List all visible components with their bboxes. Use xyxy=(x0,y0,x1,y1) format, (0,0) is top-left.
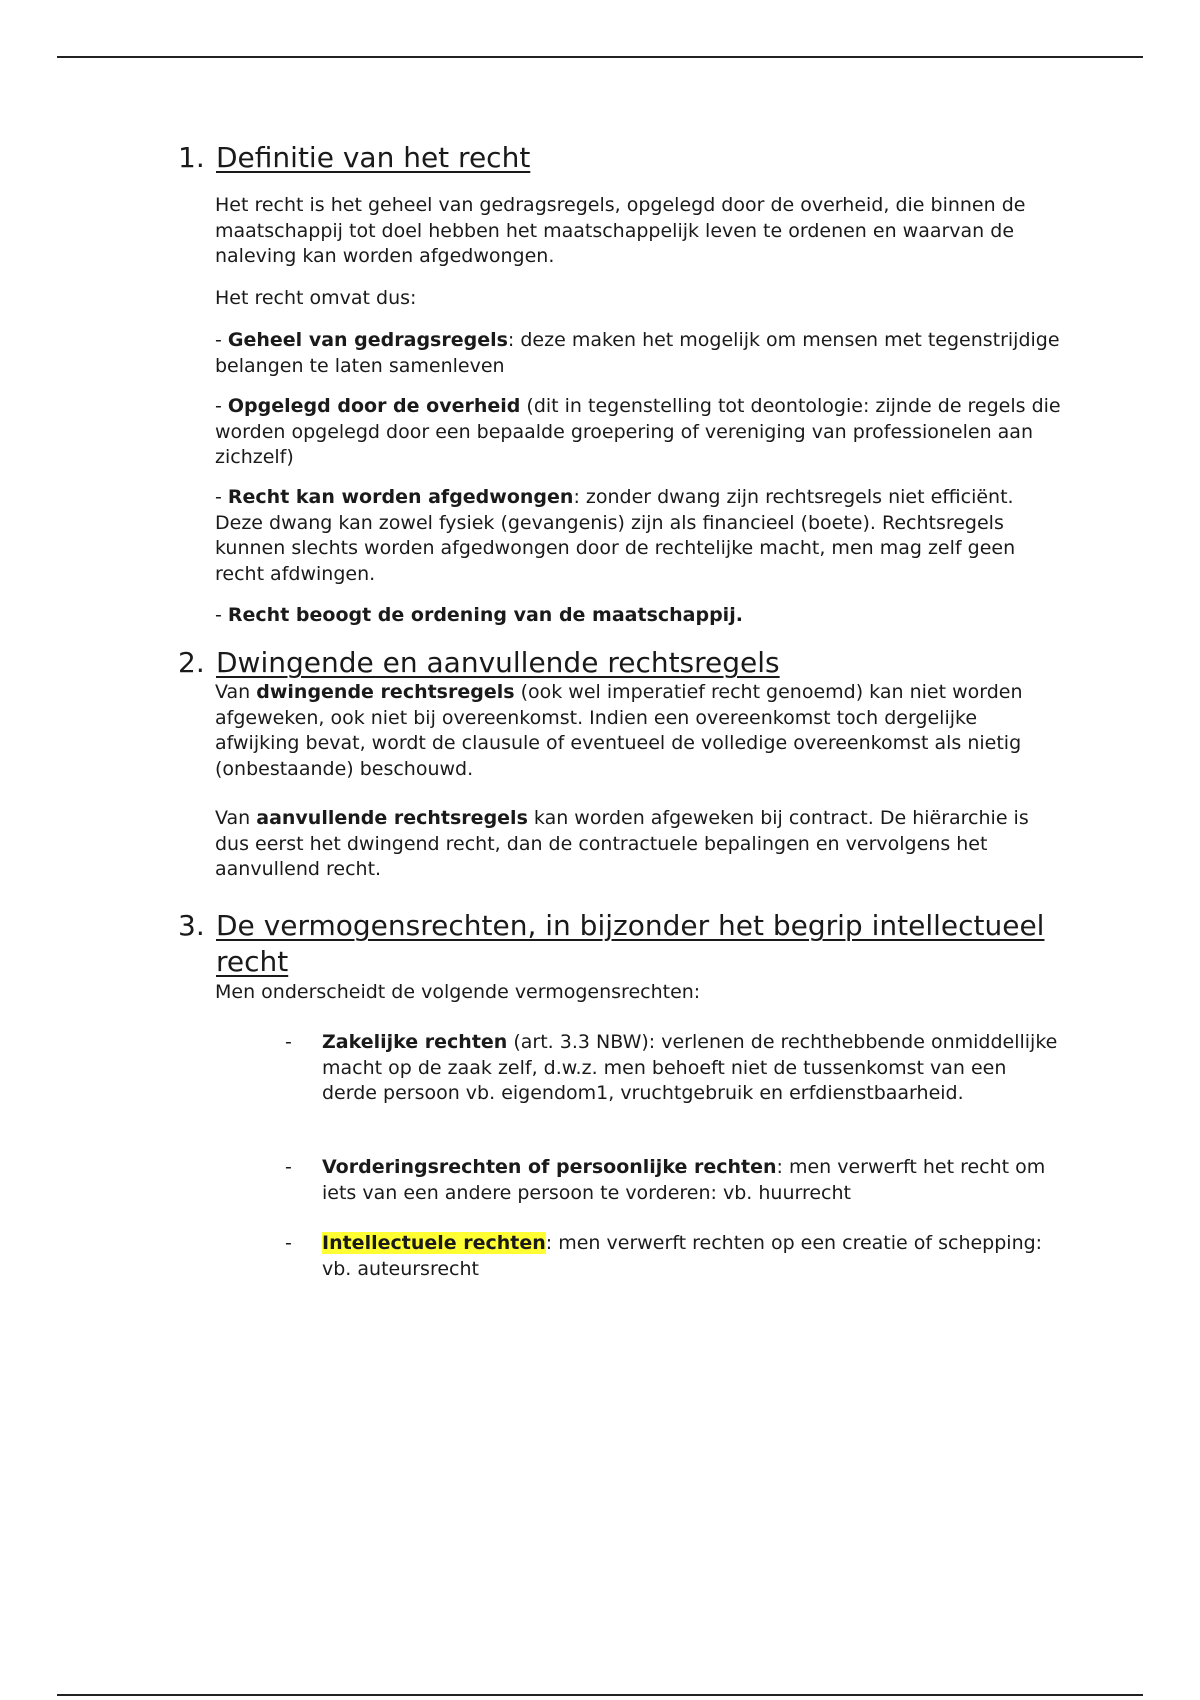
section-2-dwingend xyxy=(215,680,1065,782)
s1-item-text: (dit in tegenstelling tot deontologie: zijnde de regels die worden opgelegd door een bepaalde groepering of vereniging van professionelen aan zichzelf) xyxy=(215,395,1061,468)
s2-p2-text: kan worden afgeweken bij contract. De hiërarchie is dus eerst het dwingend recht, dan de contractuele bepalingen en vervolgens het aanvullend recht. xyxy=(215,807,1029,880)
bullet-bold: Vorderingsrechten of persoonlijke rechten xyxy=(322,1156,777,1178)
s1-item-prefix: - xyxy=(215,329,228,351)
s2-p1-text: (ook wel imperatief recht genoemd) kan niet worden afgeweken, ook niet bij overeenkomst. Indien een overeenkomst toch dergelijke afwijking bevat, wordt de clausule of eventueel de volledige overeenkomst als nietig (onbestaande) beschouwd. xyxy=(215,681,1023,780)
s1-item-text: : deze maken het mogelijk om mensen met tegenstrijdige belangen te laten samenleven xyxy=(215,329,1060,377)
bullet-text xyxy=(322,1155,1065,1206)
s1-item-3 xyxy=(215,485,1065,587)
bullet-rest: : men verwerft het recht om iets van een andere persoon te vorderen: vb. huurrecht xyxy=(322,1156,1046,1204)
bullet-rest: : men verwerft rechten op een creatie of schepping: vb. auteursrecht xyxy=(322,1232,1043,1280)
section-3-intro: Men onderscheidt de volgende vermogensrechten: xyxy=(215,981,701,1003)
s1-item-bold: Geheel van gedragsregels xyxy=(227,329,508,351)
s2-p2-pre: Van xyxy=(215,807,257,829)
section-1-definition: Het recht is het geheel van gedragsregels, opgelegd door de overheid, die binnen de maatschappij tot doel hebben het maatschappelijk leven te ordenen en waarvan de naleving kan worden afgedwongen. xyxy=(215,194,1026,267)
section-2-aanvullend xyxy=(215,806,1065,883)
s2-p2-bold: aanvullende rechtsregels xyxy=(256,807,528,829)
section-1-heading xyxy=(178,140,1058,176)
s2-p1-bold: dwingende rechtsregels xyxy=(256,681,515,703)
header-rule xyxy=(57,56,1143,58)
section-2-title: Dwingende en aanvullende rechtsregels xyxy=(216,646,780,679)
s1-item-bold: Opgelegd door de overheid xyxy=(227,395,521,417)
section-1-number: 1. xyxy=(178,141,205,174)
s1-item-2 xyxy=(215,394,1065,471)
s1-item-prefix: - xyxy=(215,604,228,626)
section-2-number: 2. xyxy=(178,646,205,679)
s1-item-prefix: - xyxy=(215,395,228,417)
footer-rule xyxy=(57,1694,1143,1696)
bullet-dash: - xyxy=(285,1031,292,1053)
section-2-heading xyxy=(178,645,1058,681)
s1-item-bold: Recht kan worden afgedwongen xyxy=(227,486,574,508)
s3-bullet-zakelijk xyxy=(285,1030,1065,1107)
bullet-text xyxy=(322,1231,1065,1282)
section-3-title: De vermogensrechten, in bijzonder het begrip intellectueel recht xyxy=(216,909,1045,978)
bullet-rest: (art. 3.3 NBW): verlenen de rechthebbende onmiddellijke macht op de zaak zelf, d.w.z. men behoeft niet de tussenkomst van een derde persoon vb. eigendom1, vruchtgebruik en erfdienstbaarheid. xyxy=(322,1031,1058,1104)
section-1-title: Definitie van het recht xyxy=(216,141,531,174)
s1-item-bold: Recht beoogt de ordening van de maatschappij. xyxy=(227,604,743,626)
bullet-dash: - xyxy=(285,1156,292,1178)
s3-bullet-intellectueel xyxy=(285,1231,1065,1282)
section-3-number: 3. xyxy=(178,909,205,942)
s1-item-1 xyxy=(215,328,1065,379)
s3-bullet-vordering xyxy=(285,1155,1065,1206)
highlighted-term: Intellectuele rechten xyxy=(322,1232,546,1254)
s1-item-4 xyxy=(215,603,1065,629)
s1-item-prefix: - xyxy=(215,486,228,508)
s1-item-text: : zonder dwang zijn rechtsregels niet efficiënt. Deze dwang kan zowel fysiek (gevangenis) zijn als financieel (boete). Rechtsregels kunnen slechts worden afgedwongen door de rechtelijke macht, men mag zelf geen recht afdwingen. xyxy=(215,486,1016,585)
section-1-omvat: Het recht omvat dus: xyxy=(215,287,417,309)
bullet-bold: Zakelijke rechten xyxy=(322,1031,508,1053)
bullet-text xyxy=(322,1030,1065,1107)
section-3-heading xyxy=(178,908,1058,980)
s2-p1-pre: Van xyxy=(215,681,257,703)
bullet-dash: - xyxy=(285,1232,292,1254)
